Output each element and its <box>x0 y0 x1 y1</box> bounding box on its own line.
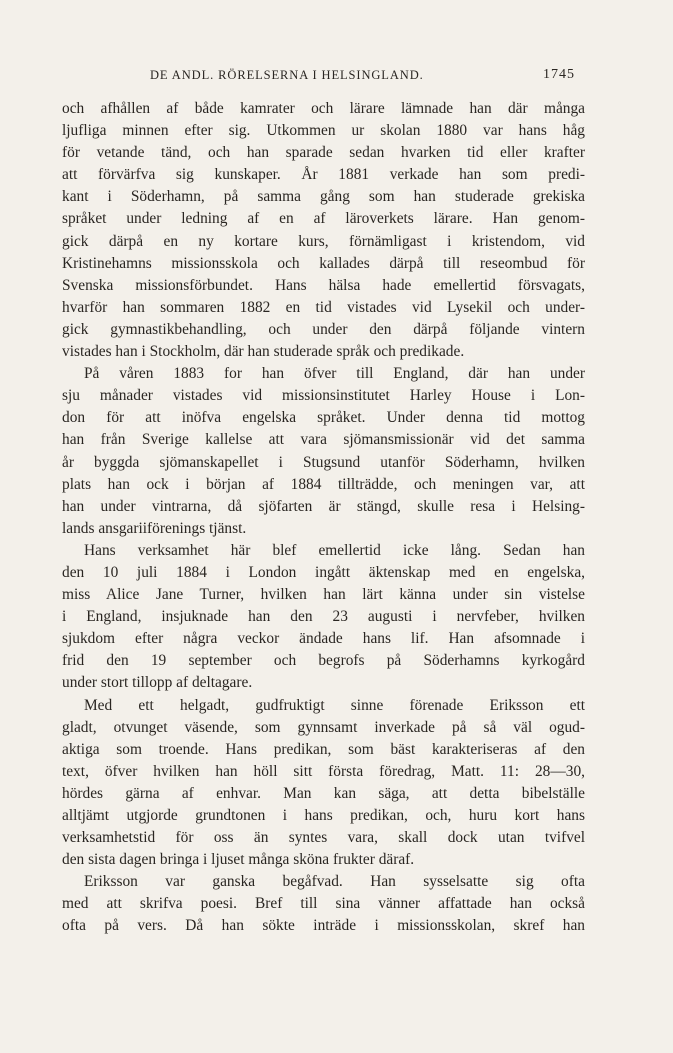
text-line: lands ansgariiförenings tjänst. <box>62 519 247 537</box>
text-line: att förvärfva sig kunskaper. År 1881 verkade han som predi- <box>62 166 585 184</box>
text-line: plats han ock i början af 1884 tillträdde, och meningen var, att <box>62 475 585 493</box>
text-line: sju månader vistades vid missionsinstitutet Harley House i Lon- <box>62 387 585 405</box>
text-line: språket under ledning af en af läroverkets lärare. Han genom- <box>62 210 585 228</box>
text-line: kant i Söderhamn, på samma gång som han studerade grekiska <box>62 188 585 206</box>
text-line: frid den 19 september och begrofs på Söderhamns kyrkogård <box>62 652 585 670</box>
text-line: i England, insjuknade han den 23 augusti i nervfeber, hvilken <box>62 608 585 626</box>
text-line: han från Sverige kallelse att vara sjömansmissionär vid det samma <box>62 431 585 449</box>
text-line: Svenska missionsförbundet. Hans hälsa hade emellertid försvagats, <box>62 276 585 294</box>
text-line: gladt, otvunget väsende, som gynnsamt inverkade på så väl ogud- <box>62 718 585 736</box>
running-head: DE ANDL. RÖRELSERNA I HELSINGLAND. <box>150 68 424 82</box>
text-line: vistades han i Stockholm, där han studerade språk och predikade. <box>62 343 465 361</box>
body-text <box>62 98 585 938</box>
text-line: sjukdom efter några veckor ändade hans lif. Han afsomnade i <box>62 630 585 648</box>
text-line: hvarför han sommaren 1882 en tid vistades vid Lysekil och under- <box>62 298 585 316</box>
text-line: alltjämt utgjorde grundtonen i hans predikan, och, huru kort hans <box>62 807 585 824</box>
text-line: hördes gärna af enhvar. Man kan säga, att detta bibelställe <box>62 784 585 802</box>
page-number: 1745 <box>543 67 575 82</box>
text-line: år byggda sjömanskapellet i Stugsund utanför Söderhamn, hvilken <box>62 453 585 471</box>
text-line: för vetande tänd, och han sparade sedan hvarken tid eller krafter <box>62 144 585 162</box>
text-line: han under vintrarna, då sjöfarten är stängd, skulle resa i Helsing- <box>62 497 585 515</box>
text-line: ljufliga minnen efter sig. Utkommen ur skolan 1880 var hans håg <box>62 122 585 140</box>
text-line: Hans verksamhet här blef emellertid icke lång. Sedan han <box>84 541 585 559</box>
text-line: Kristinehamns missionsskola och kallades därpå till reseombud för <box>62 254 585 272</box>
text-line: verksamhetstid för oss än syntes vara, skall dock utan tvifvel <box>62 829 585 847</box>
text-line: miss Alice Jane Turner, hvilken han lärt känna under sin vistelse <box>62 586 585 604</box>
text-line: och afhållen af både kamrater och lärare lämnade han där många <box>62 100 585 117</box>
text-line: Med ett helgadt, gudfruktigt sinne förenade Eriksson ett <box>84 696 585 714</box>
text-line: den sista dagen bringa i ljuset många sköna frukter däraf. <box>62 851 415 869</box>
text-line: På våren 1883 for han öfver till England, där han under <box>84 365 585 383</box>
text-line: don för att inöfva engelska språket. Under denna tid mottog <box>62 409 585 427</box>
text-line: med att skrifva poesi. Bref till sina vänner affattade han också <box>62 895 585 913</box>
text-line: under stort tillopp af deltagare. <box>62 674 253 692</box>
text-line: ofta på vers. Då han sökte inträde i missionsskolan, skref han <box>62 917 585 935</box>
text-line: gick gymnastikbehandling, och under den därpå följande vintern <box>62 320 585 338</box>
text-line: aktiga som troende. Hans predikan, som bäst karakteriseras af den <box>62 740 585 758</box>
page-header <box>62 68 585 94</box>
text-line: text, öfver hvilken han höll sitt första föredrag, Matt. 11: 28—30, <box>62 762 585 780</box>
text-line: Eriksson var ganska begåfvad. Han sysselsatte sig ofta <box>84 873 585 891</box>
text-line: den 10 juli 1884 i London ingått äktenskap med en engelska, <box>62 563 585 581</box>
text-line: gick därpå en ny kortare kurs, förnämligast i kristendom, vid <box>62 232 585 250</box>
book-page <box>62 68 585 938</box>
